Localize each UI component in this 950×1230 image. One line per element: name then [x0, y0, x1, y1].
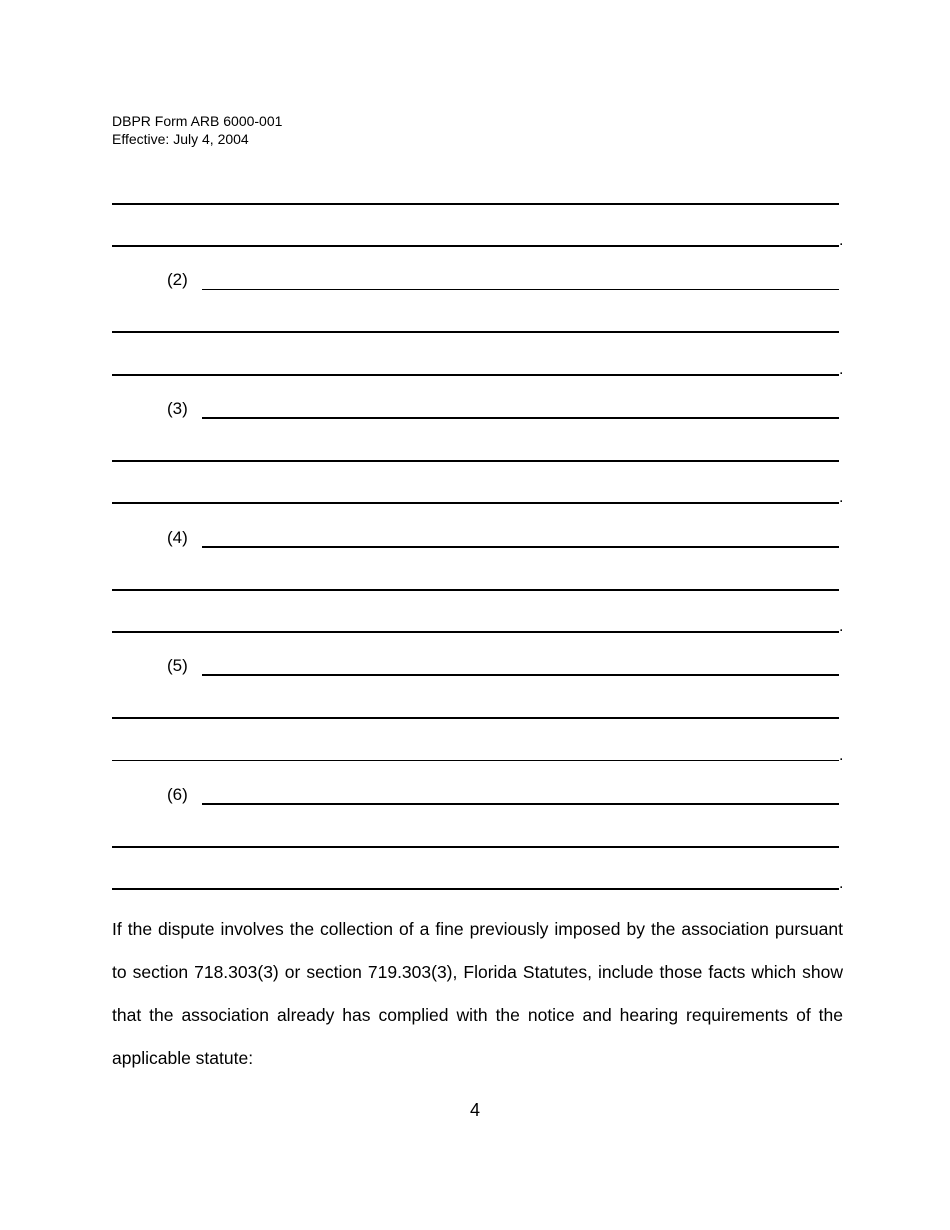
blank-line[interactable]	[202, 674, 839, 676]
item-number: (2)	[167, 270, 188, 289]
line-period: .	[839, 361, 844, 378]
blank-line[interactable]	[112, 631, 839, 633]
blank-line[interactable]	[112, 331, 839, 333]
instruction-paragraph: If the dispute involves the collection of a fine previously imposed by the association pursuant to section 718.303(3) or section 719.303(3), Florida Statutes, include those facts which show that the association already has complied with the notice and hearing requirements of the applicable statute:	[112, 919, 843, 1068]
line-period: .	[839, 489, 844, 506]
blank-line[interactable]	[202, 546, 839, 548]
blank-line[interactable]	[112, 245, 839, 247]
blank-line[interactable]	[112, 374, 839, 376]
item-number: (4)	[167, 528, 188, 547]
line-period: .	[839, 232, 844, 249]
blank-line[interactable]	[112, 460, 839, 462]
blank-line[interactable]	[202, 417, 839, 419]
line-period: .	[839, 747, 844, 764]
blank-line[interactable]	[112, 502, 839, 504]
form-header	[112, 112, 282, 148]
blank-line[interactable]	[112, 203, 839, 205]
line-period: .	[839, 875, 844, 892]
blank-line[interactable]	[112, 760, 839, 761]
page-number: 4	[469, 1100, 480, 1120]
blank-line[interactable]	[112, 888, 839, 890]
item-number: (5)	[167, 656, 188, 675]
blank-line[interactable]	[112, 846, 839, 848]
line-period: .	[839, 618, 844, 635]
item-number: (3)	[167, 399, 188, 418]
effective-date: Effective: July 4, 2004	[112, 131, 249, 147]
item-number: (6)	[167, 785, 188, 804]
blank-line[interactable]	[202, 289, 839, 290]
blank-line[interactable]	[112, 717, 839, 719]
blank-line[interactable]	[112, 589, 839, 591]
blank-line[interactable]	[202, 803, 839, 805]
form-id: DBPR Form ARB 6000-001	[112, 113, 283, 129]
